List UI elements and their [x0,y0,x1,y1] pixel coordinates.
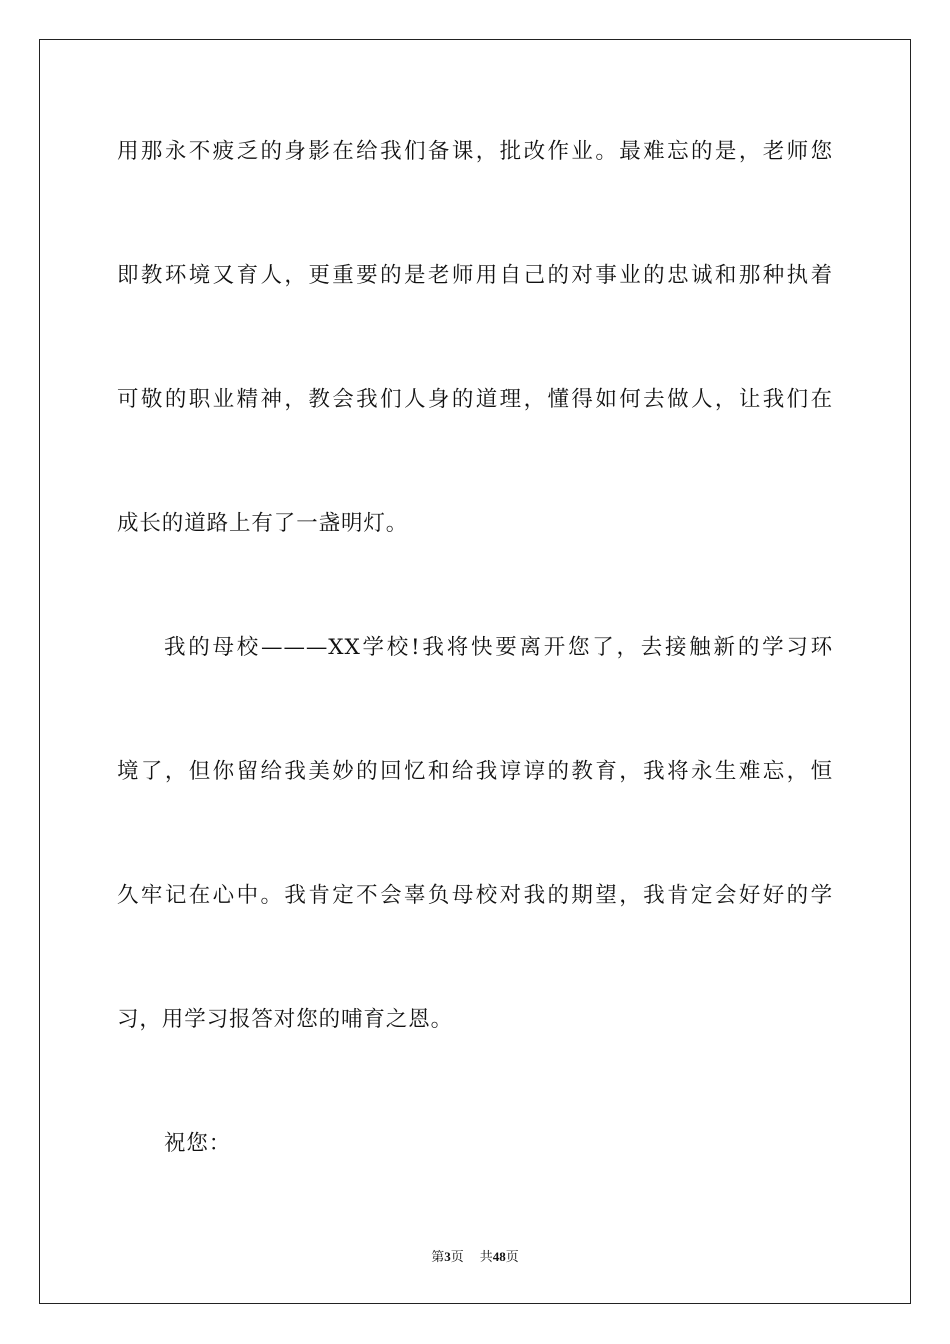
paragraph-line-2: 即教环境又育人，更重要的是老师用自己的对事业的忠诚和那种执着 [117,263,833,288]
footer-page-prefix: 第 [431,1249,445,1264]
footer-page-suffix: 页 [450,1249,464,1264]
footer-page-number: 3 [444,1249,451,1264]
paragraph-line-3: 可敬的职业精神，教会我们人身的道理，懂得如何去做人，让我们在 [117,387,833,412]
footer-total-prefix: 共 [479,1249,493,1264]
paragraph-line-8: 习，用学习报答对您的哺育之恩。 [117,1007,454,1032]
paragraph-line-5: 我的母校———XX学校!我将快要离开您了，去接触新的学习环 [164,635,833,660]
page-frame [39,39,911,1304]
paragraph-line-6: 境了，但你留给我美妙的回忆和给我谆谆的教育，我将永生难忘，恒 [117,759,833,784]
page-footer [0,1248,950,1266]
footer-total-suffix: 页 [505,1249,519,1264]
salutation-line: 祝您： [164,1131,232,1156]
footer-total-pages: 48 [492,1249,506,1264]
paragraph-line-4: 成长的道路上有了一盏明灯。 [117,511,409,536]
paragraph-line-1: 用那永不疲乏的身影在给我们备课，批改作业。最难忘的是，老师您 [117,139,833,164]
paragraph-line-7: 久牢记在心中。我肯定不会辜负母校对我的期望，我肯定会好好的学 [117,883,833,908]
